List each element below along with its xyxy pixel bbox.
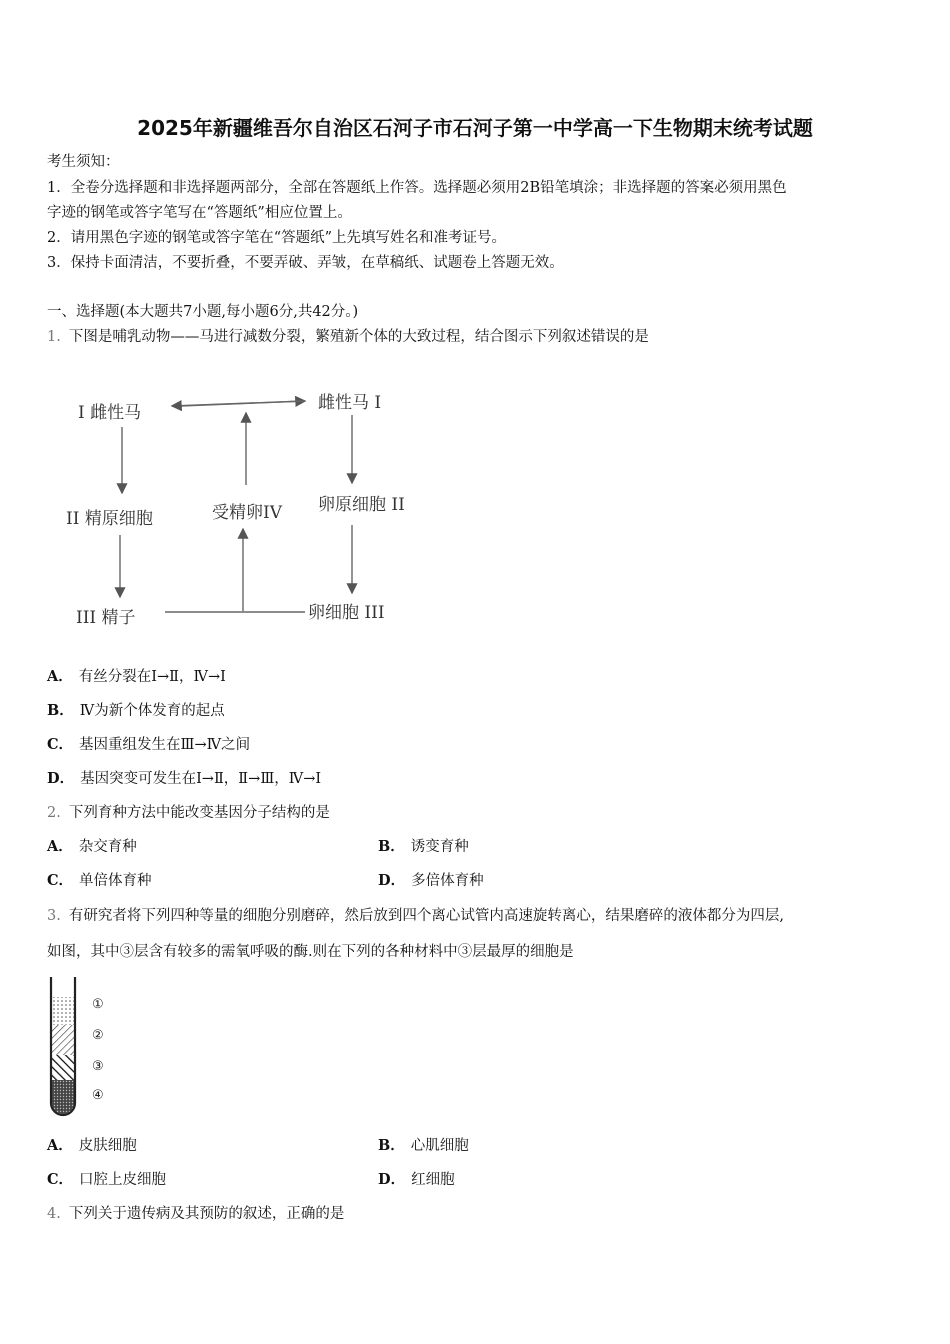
question-stem: 下列关于遗传病及其预防的叙述，正确的是	[68, 1206, 345, 1222]
layer-label-2: ②	[92, 1028, 104, 1043]
q1-option-a[interactable]	[47, 667, 226, 687]
question-4	[47, 1204, 344, 1224]
layer-3	[52, 1055, 74, 1080]
option-text: 多倍体育种	[411, 873, 484, 889]
option-letter: A．	[47, 668, 73, 685]
question-stem: 下列育种方法中能改变基因分子结构的是	[68, 805, 330, 821]
question-stem: 有研究者将下列四种等量的细胞分别磨碎，然后放到四个离心试管内高速旋转离心，结果磨碎的液体都分为四层,	[68, 908, 784, 924]
question-number: 3.	[47, 908, 61, 924]
q1-option-c[interactable]	[47, 735, 250, 755]
label-fertilized-egg: 受精卵IV	[212, 503, 282, 523]
reproduction-diagram	[60, 375, 440, 635]
option-text: 基因突变可发生在Ⅰ→Ⅱ，Ⅱ→Ⅲ，Ⅳ→Ⅰ	[80, 771, 322, 787]
section-heading: 一、选择题(本大题共7小题,每小题6分,共42分。)	[47, 304, 359, 320]
option-letter: A．	[47, 838, 73, 855]
notice-item-3: 3．保持卡面清洁，不要折叠，不要弄破、弄皱，在草稿纸、试题卷上答题无效。	[47, 255, 564, 271]
layer-1	[52, 997, 74, 1025]
option-letter: B．	[378, 1137, 405, 1154]
notice-heading: 考生须知：	[47, 154, 120, 170]
question-number: 4.	[47, 1206, 61, 1222]
label-spermatogonium: II 精原细胞	[66, 509, 153, 529]
q3-option-c[interactable]	[47, 1170, 166, 1190]
option-letter: D．	[378, 1171, 406, 1188]
label-oogonium: 卵原细胞 II	[318, 495, 405, 515]
option-text: 皮肤细胞	[78, 1138, 137, 1154]
option-letter: D．	[378, 872, 406, 889]
q2-option-b[interactable]	[378, 837, 469, 857]
q3-option-b[interactable]	[378, 1136, 469, 1156]
question-1	[47, 327, 649, 347]
option-letter: D．	[47, 770, 75, 787]
q1-option-b[interactable]	[47, 701, 225, 721]
notice-item-1-line-1: 1．全卷分选择题和非选择题两部分，全部在答题纸上作答。选择题必须用2B铅笔填涂；非选择题的答案必须用黑色	[47, 180, 787, 196]
layer-label-4: ④	[92, 1088, 104, 1103]
q2-option-c[interactable]	[47, 871, 152, 891]
option-text: 有丝分裂在Ⅰ→Ⅱ，Ⅳ→Ⅰ	[78, 669, 226, 685]
page-title: 2025年新疆维吾尔自治区石河子市石河子第一中学高一下生物期末统考试题	[137, 116, 813, 140]
option-text: 杂交育种	[78, 839, 137, 855]
q2-option-a[interactable]	[47, 837, 137, 857]
label-female-horse: 雌性马 I	[318, 393, 382, 413]
question-3	[47, 906, 784, 926]
option-text: 单倍体育种	[79, 873, 152, 889]
q2-option-d[interactable]	[378, 871, 484, 891]
option-text: 基因重组发生在Ⅲ→Ⅳ之间	[79, 737, 251, 753]
option-letter: B．	[378, 838, 405, 855]
question-number: 1.	[47, 329, 61, 345]
q3-option-a[interactable]	[47, 1136, 137, 1156]
layer-4	[52, 1080, 74, 1114]
q3-option-d[interactable]	[378, 1170, 455, 1190]
label-egg-cell: 卵细胞 III	[308, 603, 385, 623]
question-stem: 下图是哺乳动物——马进行减数分裂，繁殖新个体的大致过程，结合图示下列叙述错误的是	[68, 329, 649, 345]
centrifuge-tube-figure	[44, 975, 124, 1120]
question-2	[47, 803, 330, 823]
question-3-line-2: 如图，其中③层含有较多的需氧呼吸的酶.则在下列的各种材料中③层最厚的细胞是	[47, 944, 574, 960]
option-letter: B．	[47, 702, 74, 719]
notice-item-1-line-2: 字迹的钢笔或答字笔写在“答题纸”相应位置上。	[47, 205, 352, 221]
label-male-horse: I 雌性马	[78, 403, 142, 423]
layer-label-3: ③	[92, 1059, 104, 1074]
option-letter: C．	[47, 736, 74, 753]
label-sperm: III 精子	[76, 608, 136, 628]
centrifuge-tube	[44, 975, 84, 1120]
option-text: 口腔上皮细胞	[79, 1172, 167, 1188]
arrow-horse-to-horse-back	[172, 401, 305, 406]
layer-2	[52, 1025, 74, 1055]
option-text: Ⅳ为新个体发育的起点	[79, 703, 225, 719]
option-letter: C．	[47, 1171, 74, 1188]
option-letter: A．	[47, 1137, 73, 1154]
question-number: 2.	[47, 805, 61, 821]
option-text: 诱变育种	[410, 839, 469, 855]
notice-item-2: 2．请用黑色字迹的钢笔或答字笔在“答题纸”上先填写姓名和准考证号。	[47, 230, 507, 246]
q1-option-d[interactable]	[47, 769, 321, 789]
option-text: 心肌细胞	[410, 1138, 469, 1154]
option-letter: C．	[47, 872, 74, 889]
layer-label-1: ①	[92, 997, 104, 1012]
option-text: 红细胞	[411, 1172, 455, 1188]
